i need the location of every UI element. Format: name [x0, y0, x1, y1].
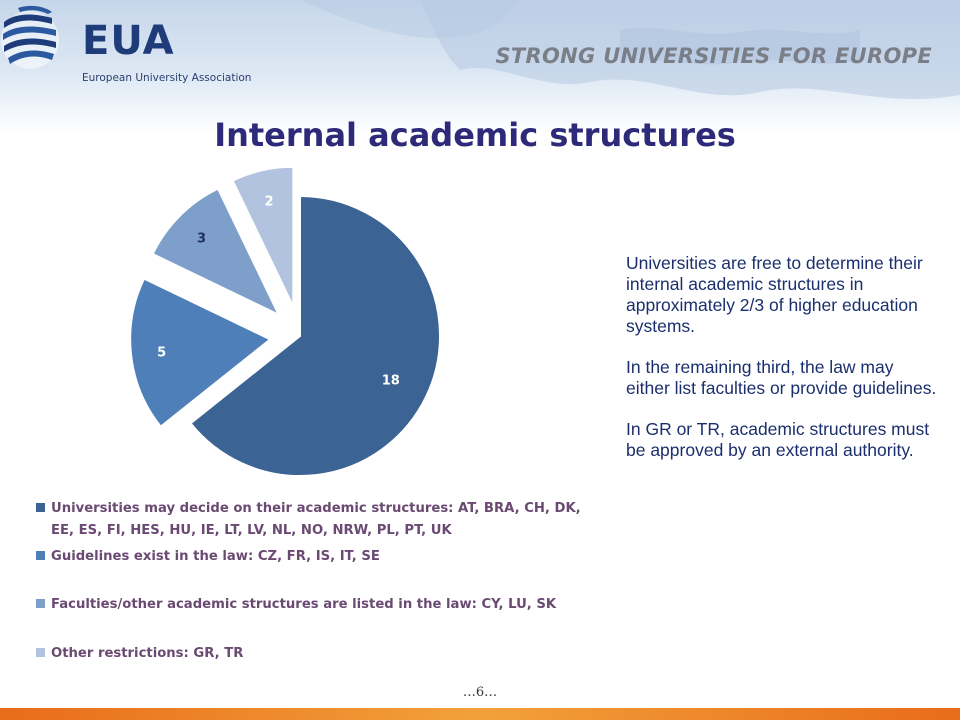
legend-swatch	[36, 599, 45, 608]
pie-data-label: 5	[157, 345, 167, 361]
legend-label: Faculties/other academic structures are listed in the law: CY, LU, SK	[51, 597, 557, 612]
footer-bar	[0, 708, 960, 720]
legend-swatch	[36, 503, 45, 512]
pie-data-label: 2	[264, 194, 274, 210]
side-text-block	[626, 253, 941, 481]
legend-swatch	[36, 551, 45, 560]
page-title: Internal academic structures	[214, 116, 736, 154]
side-paragraph-2: In the remaining third, the law may either list faculties or provide guidelines.	[626, 357, 937, 398]
page-number: …6…	[462, 685, 498, 700]
side-paragraph-1: Universities are free to determine their internal academic structures in approximately 2/3 of higher education systems.	[626, 253, 923, 336]
legend-item-faculties-listed	[36, 594, 586, 616]
pie-data-label: 18	[381, 373, 400, 389]
legend-item-other-restrictions	[36, 643, 586, 665]
legend-item-universities-decide	[36, 498, 586, 542]
tagline: STRONG UNIVERSITIES FOR EUROPE	[495, 44, 932, 68]
pie-data-label: 3	[197, 231, 207, 247]
pie-chart	[100, 168, 480, 488]
logo-subtitle: European University Association	[82, 72, 252, 84]
legend-label: Universities may decide on their academic structures: AT, BRA, CH, DK, EE, ES, FI, HES, HU, IE, LT, LV, NL, NO, NRW, PL, PT, UK	[51, 501, 581, 538]
legend-label: Guidelines exist in the law: CZ, FR, IS, IT, SE	[51, 549, 380, 564]
legend-item-guidelines	[36, 546, 586, 568]
logo-text: EUA	[82, 18, 175, 64]
legend-label: Other restrictions: GR, TR	[51, 646, 244, 661]
legend-swatch	[36, 648, 45, 657]
header-band	[0, 0, 960, 135]
side-paragraph-3: In GR or TR, academic structures must be approved by an external authority.	[626, 419, 930, 460]
